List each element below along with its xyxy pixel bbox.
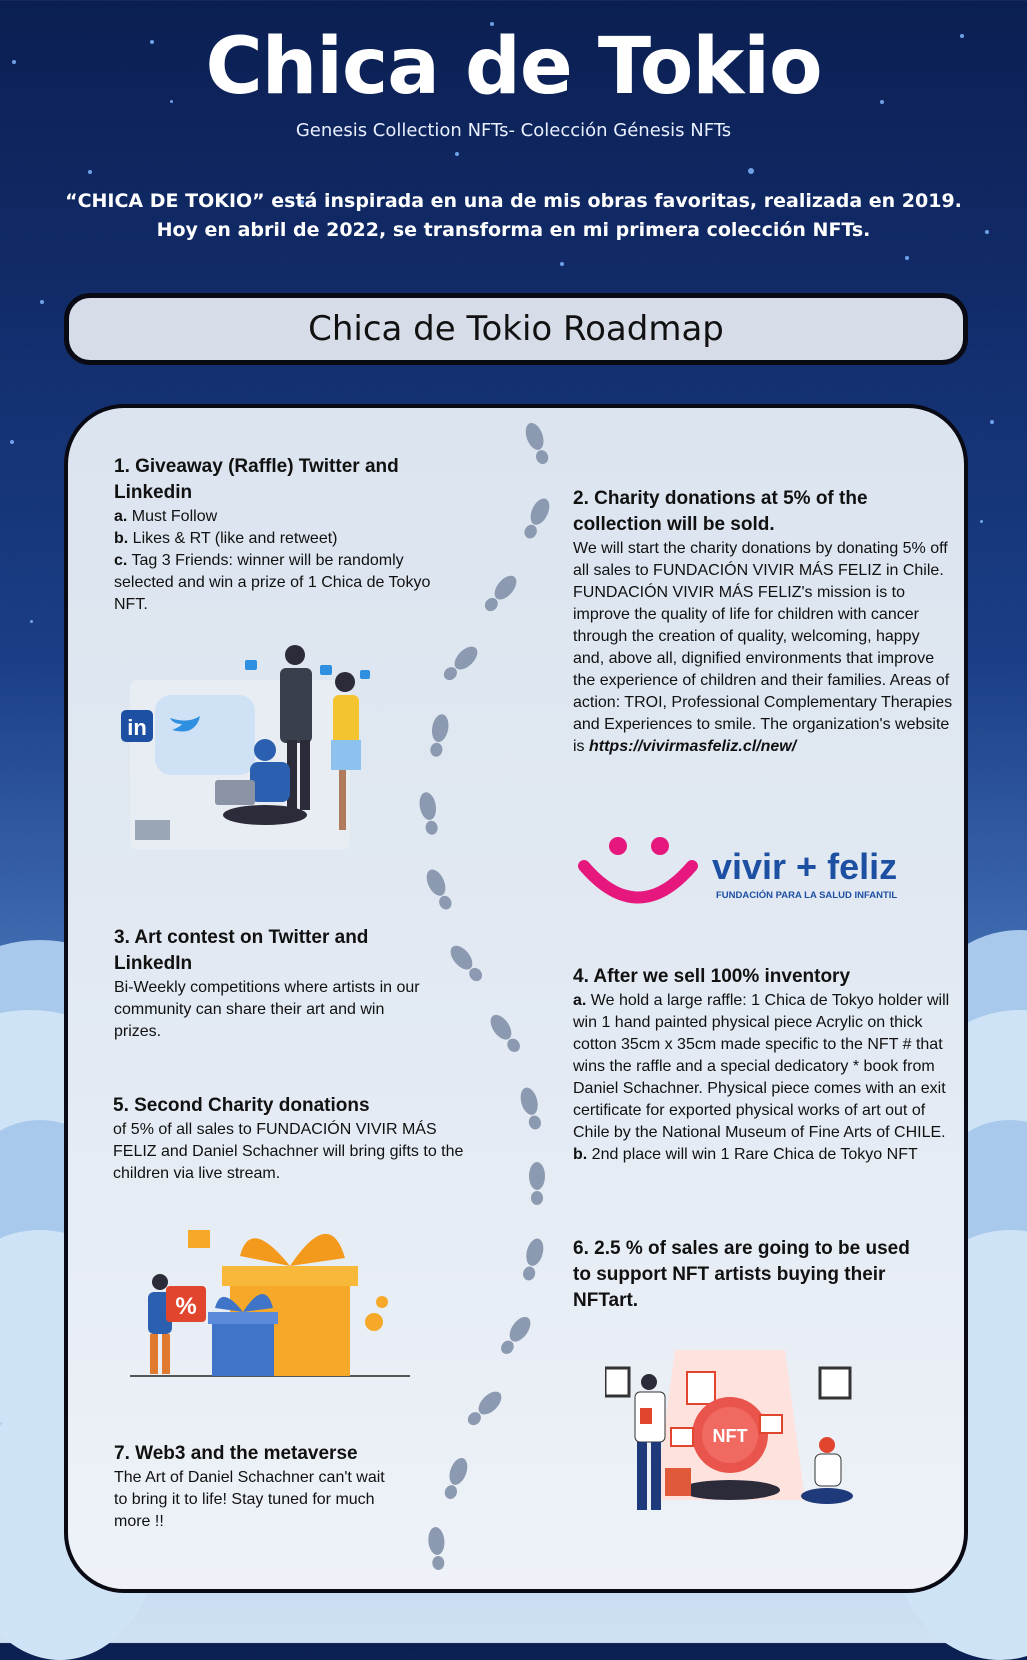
nft-coin-label: NFT bbox=[712, 1426, 748, 1446]
step-4-heading: 4. After we sell 100% inventory bbox=[573, 966, 851, 987]
roadmap-step-1 bbox=[114, 454, 434, 616]
step-5-heading: 5. Second Charity donations bbox=[113, 1095, 370, 1116]
percent-glyph: % bbox=[175, 1293, 197, 1320]
svg-text:in: in bbox=[127, 715, 147, 740]
foundation-website-link[interactable]: https://vivirmasfeliz.cl/new/ bbox=[589, 738, 797, 755]
page-title: Chica de Tokio bbox=[205, 22, 822, 112]
roadmap-step-5 bbox=[113, 1093, 468, 1185]
nft-illustration bbox=[605, 1340, 870, 1520]
step-3-body: Bi-Weekly competitions where artists in our community can share their art and win prizes. bbox=[114, 979, 420, 1040]
roadmap-title: Chica de Tokio Roadmap bbox=[308, 309, 724, 349]
step-1-a-text: Must Follow bbox=[127, 508, 218, 525]
intro-line-1: “CHICA DE TOKIO” está inspirada en una de mis obras favoritas, realizada en 2019. bbox=[65, 190, 962, 212]
logo-tagline: FUNDACIÓN PARA LA SALUD INFANTIL bbox=[716, 890, 898, 901]
step-6-heading: 6. 2.5 % of sales are going to be used to support NFT artists buying their NFTart. bbox=[573, 1238, 910, 1311]
logo-name: vivir + feliz bbox=[712, 846, 898, 887]
roadmap-title-banner bbox=[64, 293, 968, 365]
step-4-b-label: b. bbox=[573, 1146, 588, 1163]
intro-line-2: Hoy en abril de 2022, se transforma en mi primera colección NFTs. bbox=[156, 219, 871, 241]
step-5-body: of 5% of all sales to FUNDACIÓN VIVIR MÁS FELIZ and Daniel Schachner will bring gifts to the children via live stream. bbox=[113, 1121, 464, 1182]
social-media-illustration bbox=[115, 640, 375, 860]
gifts-illustration bbox=[130, 1210, 415, 1380]
step-3-heading: 3. Art contest on Twitter and LinkedIn bbox=[114, 927, 369, 974]
step-1-c-text: Tag 3 Friends: winner will be randomly selected and win a prize of 1 Chica de Tokyo NFT. bbox=[114, 552, 431, 613]
smiley-logo-icon bbox=[578, 834, 698, 914]
footprint-icon bbox=[424, 1524, 450, 1572]
step-1-b-text: Likes & RT (like and retweet) bbox=[128, 530, 338, 547]
step-4-b-text: 2nd place will win 1 Rare Chica de Tokyo NFT bbox=[587, 1146, 918, 1163]
roadmap-step-2 bbox=[573, 486, 953, 758]
roadmap-step-4 bbox=[573, 964, 958, 1166]
page-subtitle: Genesis Collection NFTs- Colección Génesis NFTs bbox=[295, 120, 732, 141]
footprint-icon bbox=[526, 1160, 548, 1206]
step-4-a-text: We hold a large raffle: 1 Chica de Tokyo holder will win 1 hand painted physical piece Acrylic on thick cotton 35cm x 35cm made specific to the NFT # that wins the raffle and a special dedicatory * book from Daniel Schachner. Physical piece comes with an exit certificate for exported physical works of art out of Chile by the National Museum of Fine Arts of CHILE. bbox=[573, 992, 950, 1141]
vivir-feliz-logo bbox=[578, 834, 918, 914]
step-2-body: We will start the charity donations by donating 5% off all sales to FUNDACIÓN VIVIR MÁS FELIZ in Chile. FUNDACIÓN VIVIR MÁS FELIZ's mission is to improve the quality of life for children with cancer through the creation of quality, welcoming, happy and, above all, dignified environments that improve the experience of children and their families. Areas of action: TROI, Professional Complementary Therapies and Experiences to smile. The organization's website is bbox=[573, 540, 953, 755]
step-1-heading: 1. Giveaway (Raffle) Twitter and Linkedin bbox=[114, 456, 399, 503]
roadmap-step-6 bbox=[573, 1236, 913, 1314]
step-7-body: The Art of Daniel Schachner can't wait to bring it to life! Stay tuned for much more !! bbox=[114, 1469, 385, 1530]
step-1-a-label: a. bbox=[114, 508, 128, 525]
roadmap-step-7 bbox=[114, 1441, 394, 1533]
step-1-b-label: b. bbox=[114, 530, 129, 547]
step-2-heading: 2. Charity donations at 5% of the collection will be sold. bbox=[573, 488, 868, 535]
step-4-a-label: a. bbox=[573, 992, 587, 1009]
step-7-heading: 7. Web3 and the metaverse bbox=[114, 1443, 358, 1464]
roadmap-step-3 bbox=[114, 925, 434, 1043]
step-1-c-label: c. bbox=[114, 552, 128, 569]
